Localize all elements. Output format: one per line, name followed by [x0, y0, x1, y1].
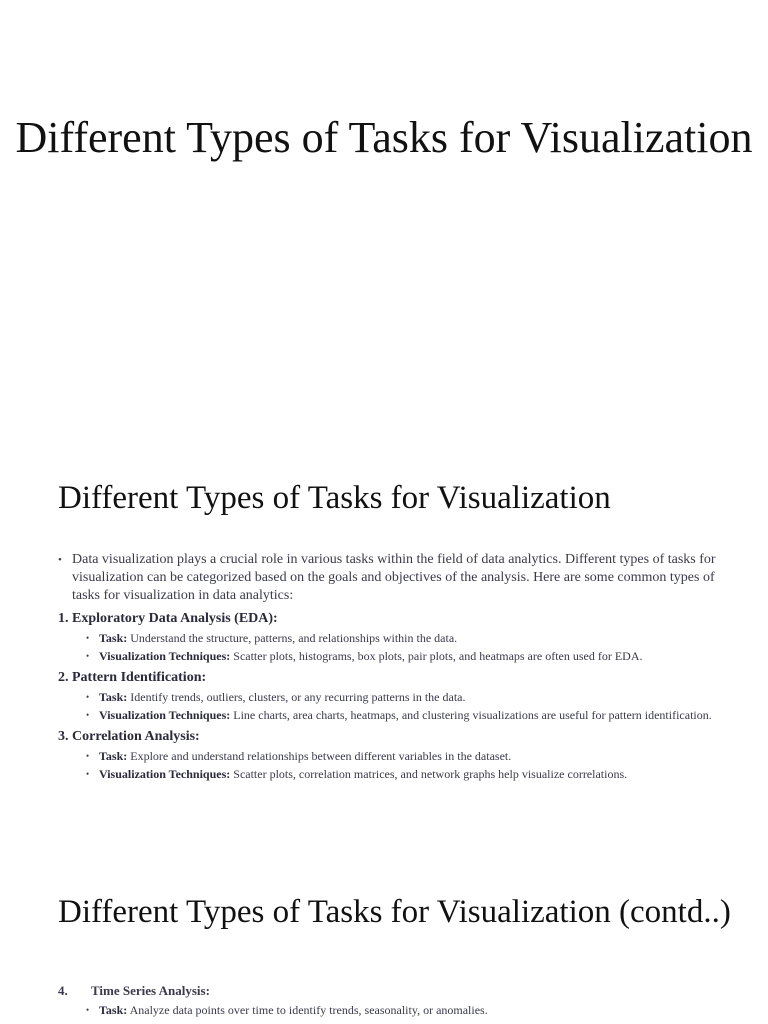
- item-number: 3.: [58, 729, 69, 744]
- content-slide-1: [0, 430, 768, 860]
- task-label: Task:: [99, 631, 128, 645]
- item-heading: [58, 728, 728, 746]
- task-text: Understand the structure, patterns, and relationships within the data.: [127, 631, 458, 645]
- slide-title: Different Types of Tasks for Visualization (contd..): [58, 894, 731, 930]
- task-text: Identify trends, outliers, clusters, or any recurring patterns in the data.: [127, 690, 466, 704]
- list-item: [58, 610, 728, 664]
- slide-title: Different Types of Tasks for Visualization: [58, 480, 611, 516]
- bullet-icon: •: [86, 1005, 90, 1015]
- item-heading: [58, 669, 728, 687]
- item-heading: [58, 982, 728, 1000]
- item-number: 2.: [58, 670, 69, 685]
- title-slide: [0, 0, 768, 430]
- sub-bullet-task: [86, 631, 728, 646]
- sub-bullet-technique: [86, 708, 728, 723]
- item-number: 4.: [58, 983, 68, 998]
- slide-content: [58, 551, 728, 782]
- item-number: 1.: [58, 611, 69, 626]
- list-item: [58, 728, 728, 782]
- main-title: Different Types of Tasks for Visualization: [15, 113, 753, 162]
- bullet-icon: •: [86, 692, 90, 702]
- technique-label: Visualization Techniques:: [99, 767, 231, 781]
- task-text: Analyze data points over time to identify trends, seasonality, or anomalies.: [127, 1003, 488, 1017]
- item-heading-text: Correlation Analysis:: [72, 729, 200, 744]
- bullet-icon: •: [86, 651, 90, 661]
- technique-text: Scatter plots, histograms, box plots, pair plots, and heatmaps are often used for EDA.: [230, 649, 643, 663]
- item-heading-text: Pattern Identification:: [72, 670, 207, 685]
- technique-text: Scatter plots, correlation matrices, and network graphs help visualize correlations.: [230, 767, 628, 781]
- bullet-icon: •: [86, 751, 90, 761]
- item-heading-text: Time Series Analysis:: [91, 983, 210, 998]
- intro-text: Data visualization plays a crucial role in various tasks within the field of data analytics. Different types of tasks for visualization can be categorized based on the goals and objectives of the analysis. Here are some common types of tasks for visualization in data analytics:: [72, 552, 716, 603]
- task-label: Task:: [99, 1003, 128, 1017]
- bullet-icon: •: [58, 554, 62, 566]
- sub-bullet-technique: [86, 767, 728, 782]
- sub-bullet-task: [86, 749, 728, 764]
- list-item: [58, 669, 728, 723]
- bullet-icon: •: [86, 769, 90, 779]
- bullet-icon: •: [86, 710, 90, 720]
- task-label: Task:: [99, 749, 128, 763]
- sub-bullet-technique: [86, 649, 728, 664]
- slide-content: [58, 982, 728, 1018]
- technique-label: Visualization Techniques:: [99, 708, 231, 722]
- item-heading: [58, 610, 728, 628]
- sub-bullet-task: [86, 1003, 728, 1018]
- bullet-icon: •: [86, 633, 90, 643]
- technique-text: Line charts, area charts, heatmaps, and clustering visualizations are useful for pattern identification.: [230, 708, 712, 722]
- technique-label: Visualization Techniques:: [99, 649, 231, 663]
- task-label: Task:: [99, 690, 128, 704]
- list-item: [58, 982, 728, 1018]
- task-text: Explore and understand relationships between different variables in the dataset.: [127, 749, 512, 763]
- item-heading-text: Exploratory Data Analysis (EDA):: [72, 611, 278, 626]
- sub-bullet-task: [86, 690, 728, 705]
- content-slide-2: [0, 860, 768, 1024]
- intro-paragraph: [58, 551, 728, 605]
